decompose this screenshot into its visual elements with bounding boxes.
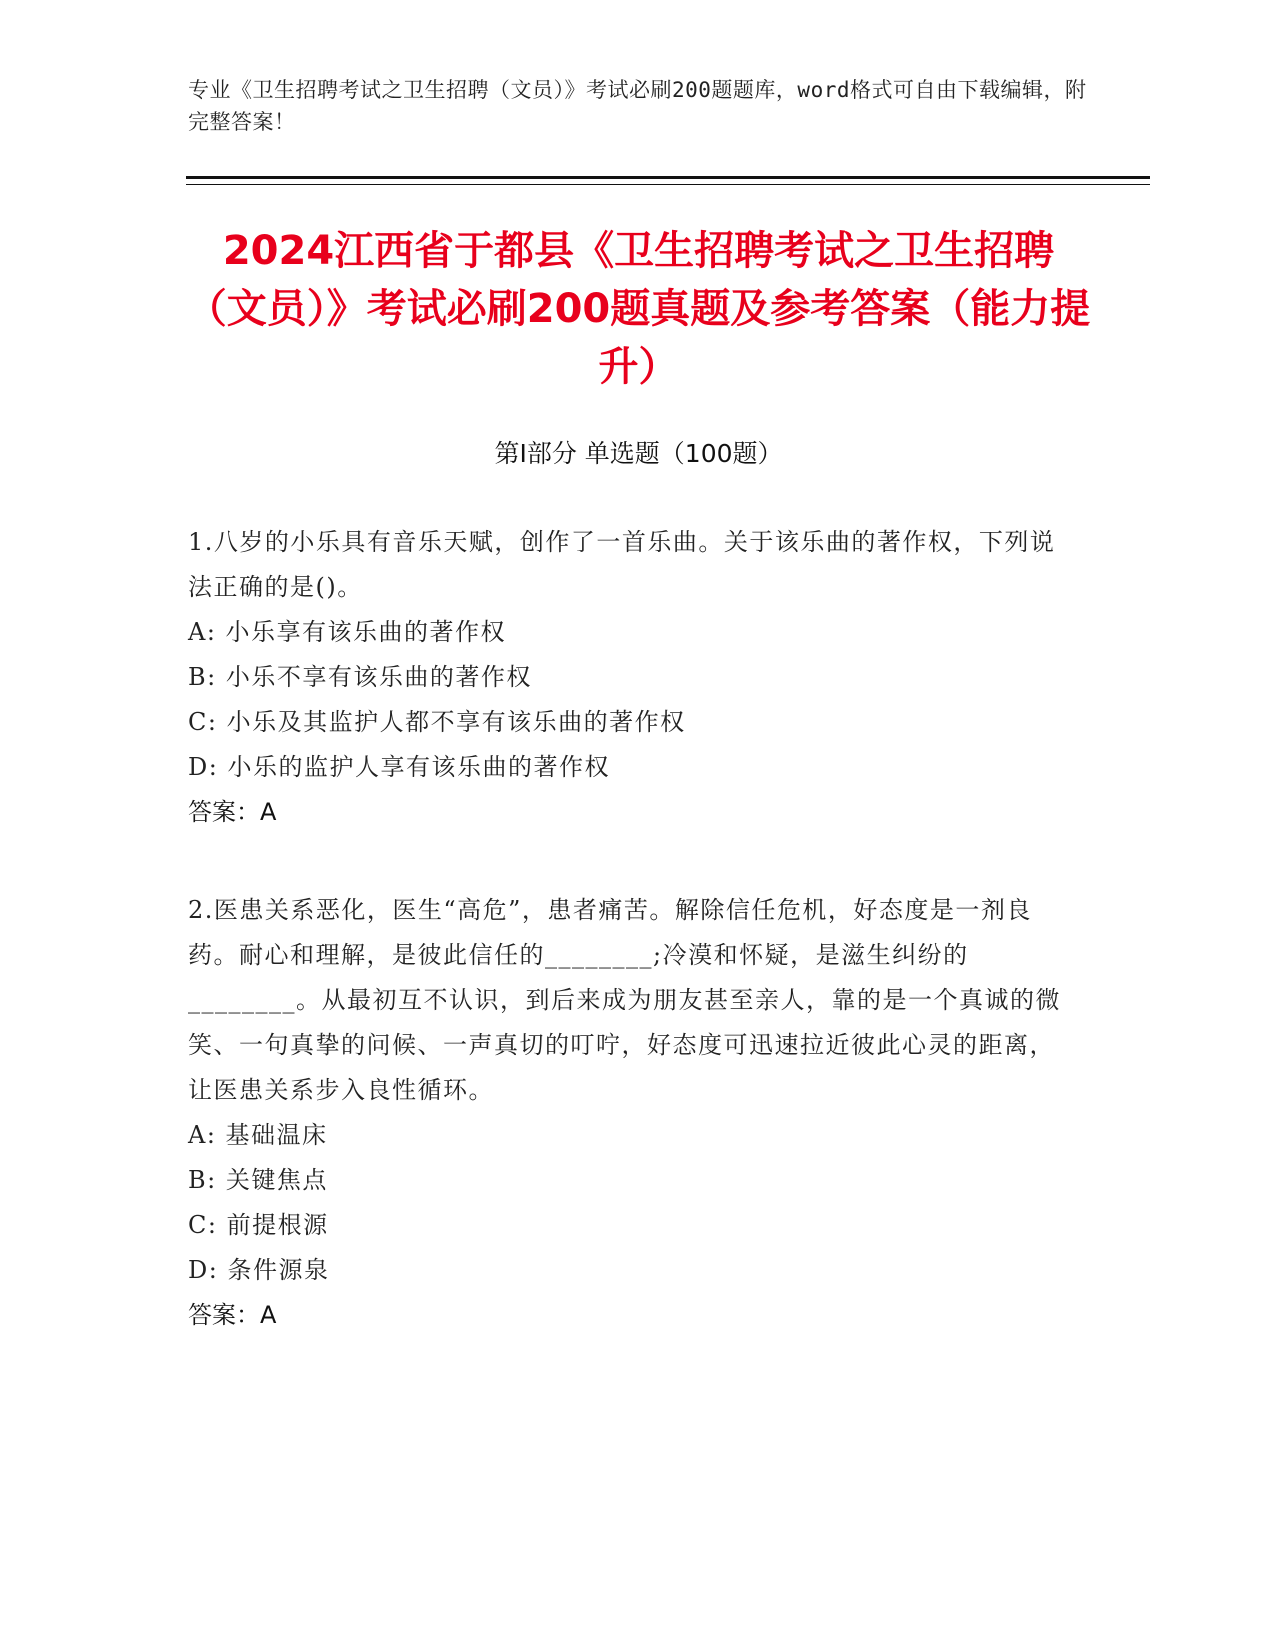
- document-title: 2024江西省于都县《卫生招聘考试之卫生招聘（文员）》考试必刷200题真题及参考答案（能力提升）: [186, 228, 1091, 390]
- answer-line: 答案：A: [188, 1301, 277, 1329]
- section-heading: 第I部分 单选题（100题）: [494, 439, 783, 468]
- option-d: D: 小乐的监护人享有该乐曲的著作权: [188, 753, 610, 781]
- answer-line: 答案：A: [188, 798, 277, 826]
- option-a: A: 小乐享有该乐曲的著作权: [188, 618, 507, 646]
- option-b: B: 小乐不享有该乐曲的著作权: [188, 663, 532, 691]
- header-divider-thin: [186, 184, 1150, 185]
- question-stem: 2.医患关系恶化，医生“高危”，患者痛苦。解除信任危机，好态度是一剂良药。耐心和理解，是彼此信任的________;冷漠和怀疑，是滋生纠纷的________。从最初互不认识，到后来成为朋友甚至亲人，靠的是一个真诚的微笑、一句真挚的问候、一声真切的叮咛，好态度可迅速拉近彼此心灵的距离，让医患关系步入良性循环。: [188, 896, 1061, 1104]
- question-1: [188, 520, 1068, 835]
- option-a: A: 基础温床: [188, 1121, 328, 1149]
- question-stem: 1.八岁的小乐具有音乐天赋，创作了一首乐曲。关于该乐曲的著作权，下列说法正确的是()。: [188, 528, 1056, 601]
- header-note: 专业《卫生招聘考试之卫生招聘（文员）》考试必刷200题题库，word格式可自由下载编辑，附完整答案！: [188, 78, 1087, 134]
- option-d: D: 条件源泉: [188, 1256, 330, 1284]
- question-2: [188, 888, 1068, 1338]
- option-c: C: 小乐及其监护人都不享有该乐曲的著作权: [188, 708, 686, 736]
- header-divider-thick: [186, 176, 1150, 179]
- option-c: C: 前提根源: [188, 1211, 329, 1239]
- option-b: B: 关键焦点: [188, 1166, 328, 1194]
